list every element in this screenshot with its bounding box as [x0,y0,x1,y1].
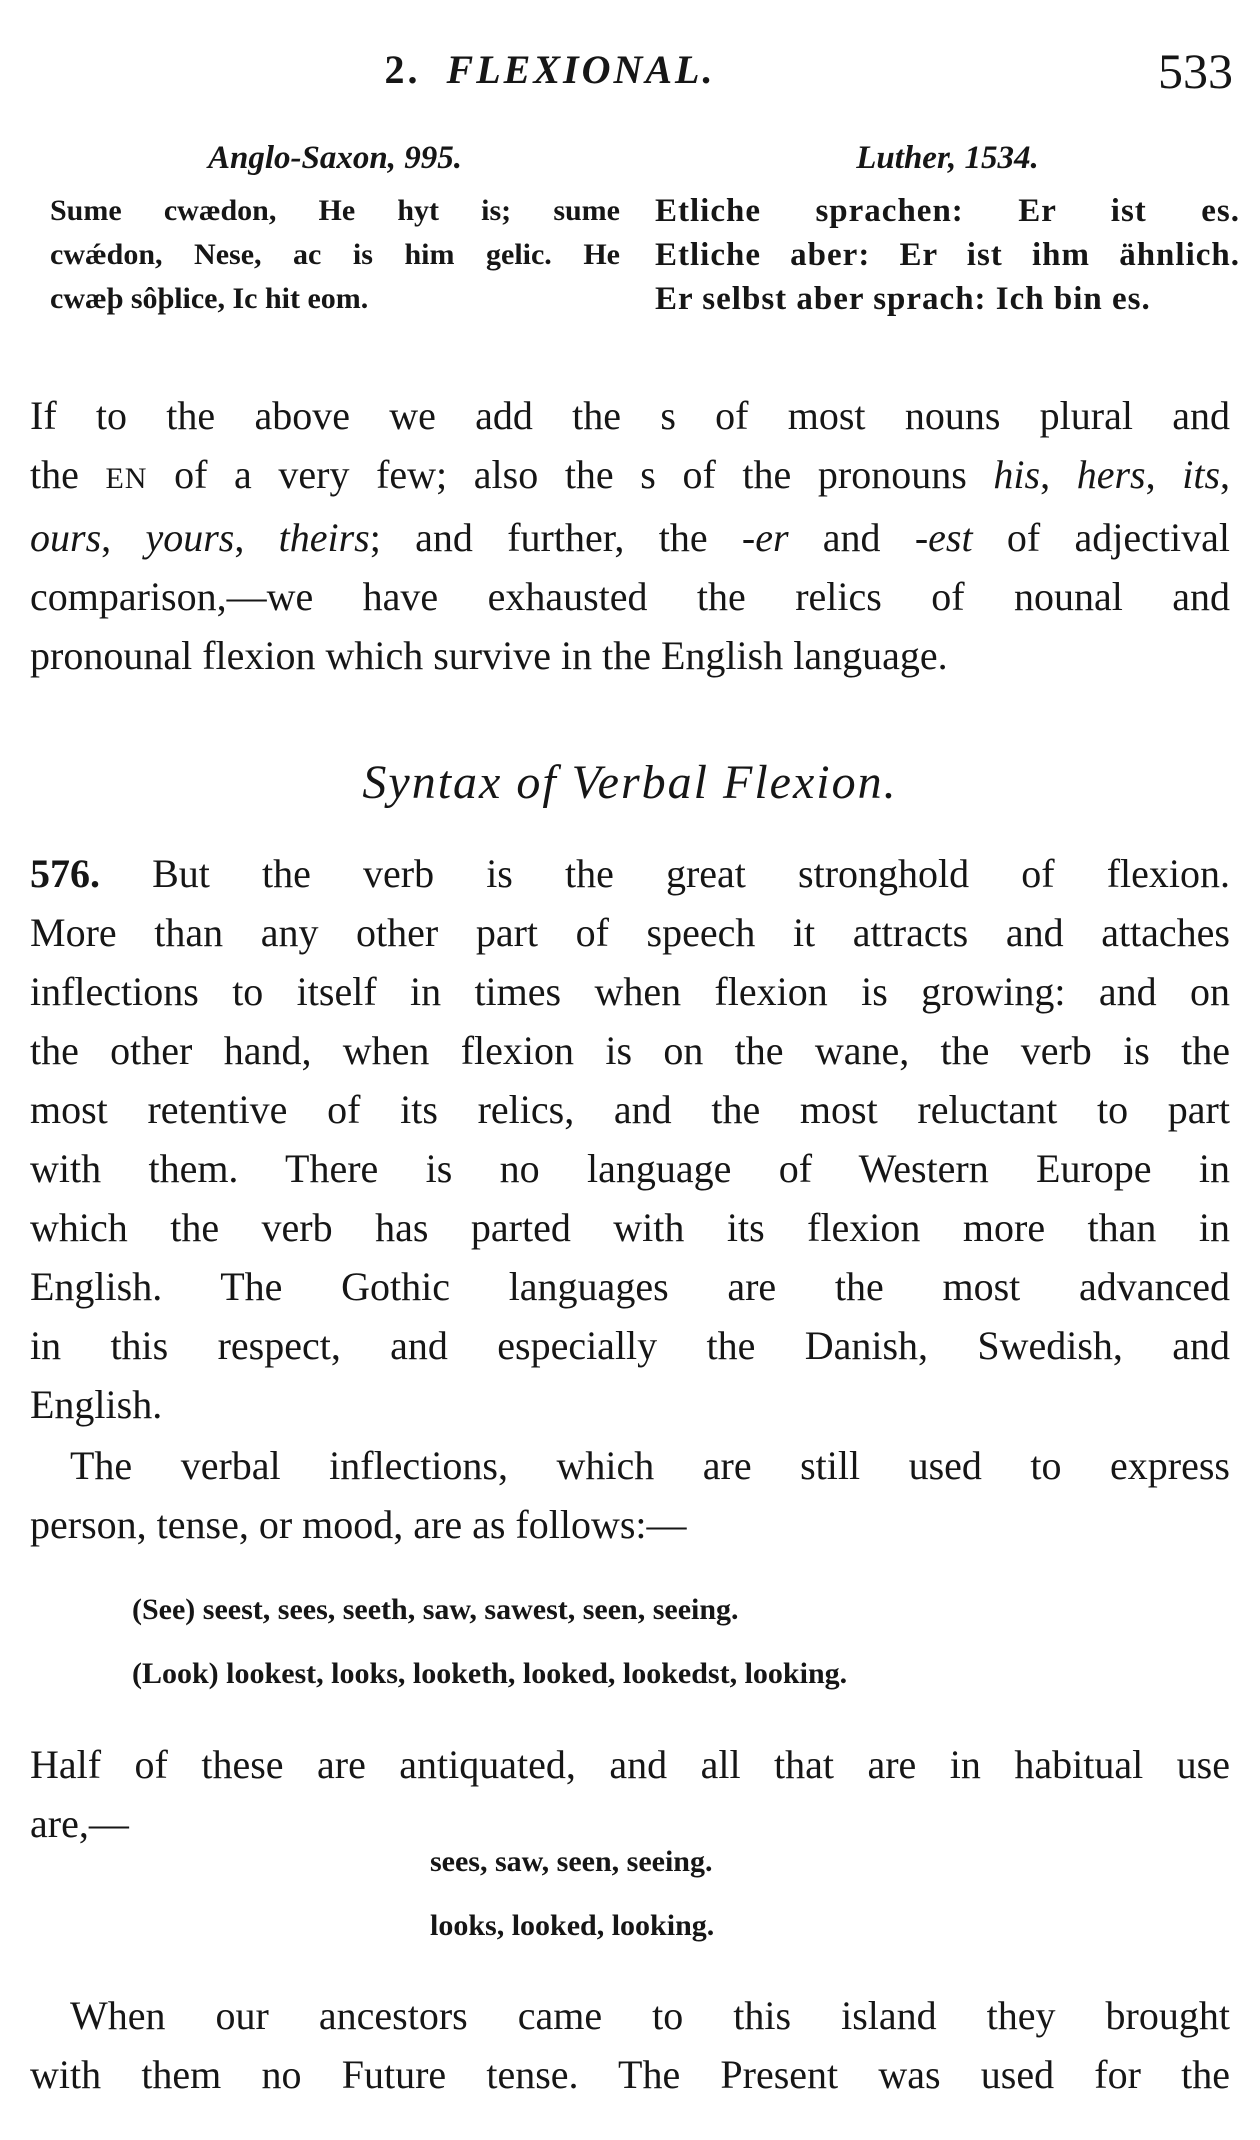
section-heading: Syntax of Verbal Flexion. [362,756,898,809]
italic-word: theirs [278,515,370,560]
paragraph-line: inflections to itself in times when flexion is growing: and on [30,969,1230,1014]
italic-word: ours [30,515,102,560]
luther-line: Er selbst aber sprach: Ich bin es. [655,281,1151,317]
example-see: (See) seest, sees, seeth, saw, sawest, seen, seeing. [132,1593,739,1626]
paragraph-576 [30,844,1230,1434]
luther-line: Etliche sprachen: Er ist es. [655,193,1240,229]
example-sees: sees, saw, seen, seeing. [430,1845,713,1878]
paragraph-line: which the verb has parted with its flexion more than in [30,1205,1230,1250]
italic-word: his [993,452,1041,497]
paragraph-line: comparison,—we have exhausted the relics of nounal and [30,574,1230,619]
anglo-saxon-line: Sume cwædon, He hyt is; sume [50,194,620,227]
paragraph-line: When our ancestors came to this island they brought [70,1993,1230,2038]
paragraph-line: Half of these are antiquated, and all that are in habitual use [30,1742,1230,1787]
paragraph-line [30,844,1230,903]
running-header [0,38,1260,98]
luther-heading: Luther, 1534. [856,140,1039,176]
text-run: of a very few; also the s of the pronouns [147,452,994,497]
paragraph-line: The verbal inflections, which are still used to express [70,1443,1230,1488]
paragraph-line: If to the above we add the s of most nouns plural and [30,393,1230,438]
paragraph-line: are,— [30,1801,129,1846]
paragraph-line: person, tense, or mood, are as follows:— [30,1502,687,1547]
paragraph-line: More than any other part of speech it attracts and attaches [30,910,1230,955]
paragraph-line [30,445,1230,508]
paragraph-line: the other hand, when flexion is on the wane, the verb is the [30,1028,1230,1073]
anglo-saxon-line: cwæþ sôþlice, Ic hit eom. [50,282,369,315]
paragraph-number: 576. [30,851,100,896]
section-number: 2. [384,47,421,92]
text-run: ; and further, the [369,515,742,560]
text-run: , [1040,452,1077,497]
text-run: the [30,452,106,497]
text-run: , [234,515,279,560]
anglo-saxon-heading: Anglo-Saxon, 995. [208,140,462,176]
paragraph-line: with them. There is no language of Western Europe in [30,1146,1230,1191]
anglo-saxon-column [50,140,620,321]
paragraph-future-tense [30,1986,1230,2104]
text-run: and [788,515,915,560]
text-run: , [1145,452,1183,497]
paragraph-line: pronounal flexion which survive in the English language. [30,633,948,678]
small-caps-run: EN [105,462,148,495]
italic-word: hers [1076,452,1146,497]
paragraph-line [30,508,1230,567]
text-run: But the verb is the great stronghold of flexion. [100,851,1230,896]
paragraph-line: in this respect, and especially the Danish, Swedish, and [30,1323,1230,1368]
luther-column [655,140,1240,321]
example-look: (Look) lookest, looks, looketh, looked, lookedst, looking. [132,1657,848,1690]
parallel-texts [50,140,1250,360]
paragraph-line: English. [30,1382,163,1427]
section-title: FLEXIONAL. [446,47,716,92]
anglo-saxon-line: cwǽdon, Nese, ac is him gelic. He [50,238,620,271]
page-number: 533 [1158,43,1233,99]
italic-word: -er [741,515,789,560]
paragraph-line: with them no Future tense. The Present was used for the [30,2052,1230,2097]
paragraph-line: English. The Gothic languages are the most advanced [30,1264,1230,1309]
paragraph-verbal-inflections [30,1436,1230,1554]
running-title [0,46,1100,93]
paragraph-antiquated [30,1735,1230,1853]
italic-word: -est [914,515,973,560]
italic-word: its [1182,452,1221,497]
luther-line: Etliche aber: Er ist ihm ähnlich. [655,237,1240,273]
example-looks: looks, looked, looking. [430,1909,715,1942]
paragraph-flexion-relics [30,386,1230,685]
text-run: , [1220,452,1231,497]
italic-word: yours [145,515,235,560]
text-run: , [101,515,146,560]
paragraph-line: most retentive of its relics, and the most reluctant to part [30,1087,1230,1132]
text-run: of adjectival [972,515,1230,560]
